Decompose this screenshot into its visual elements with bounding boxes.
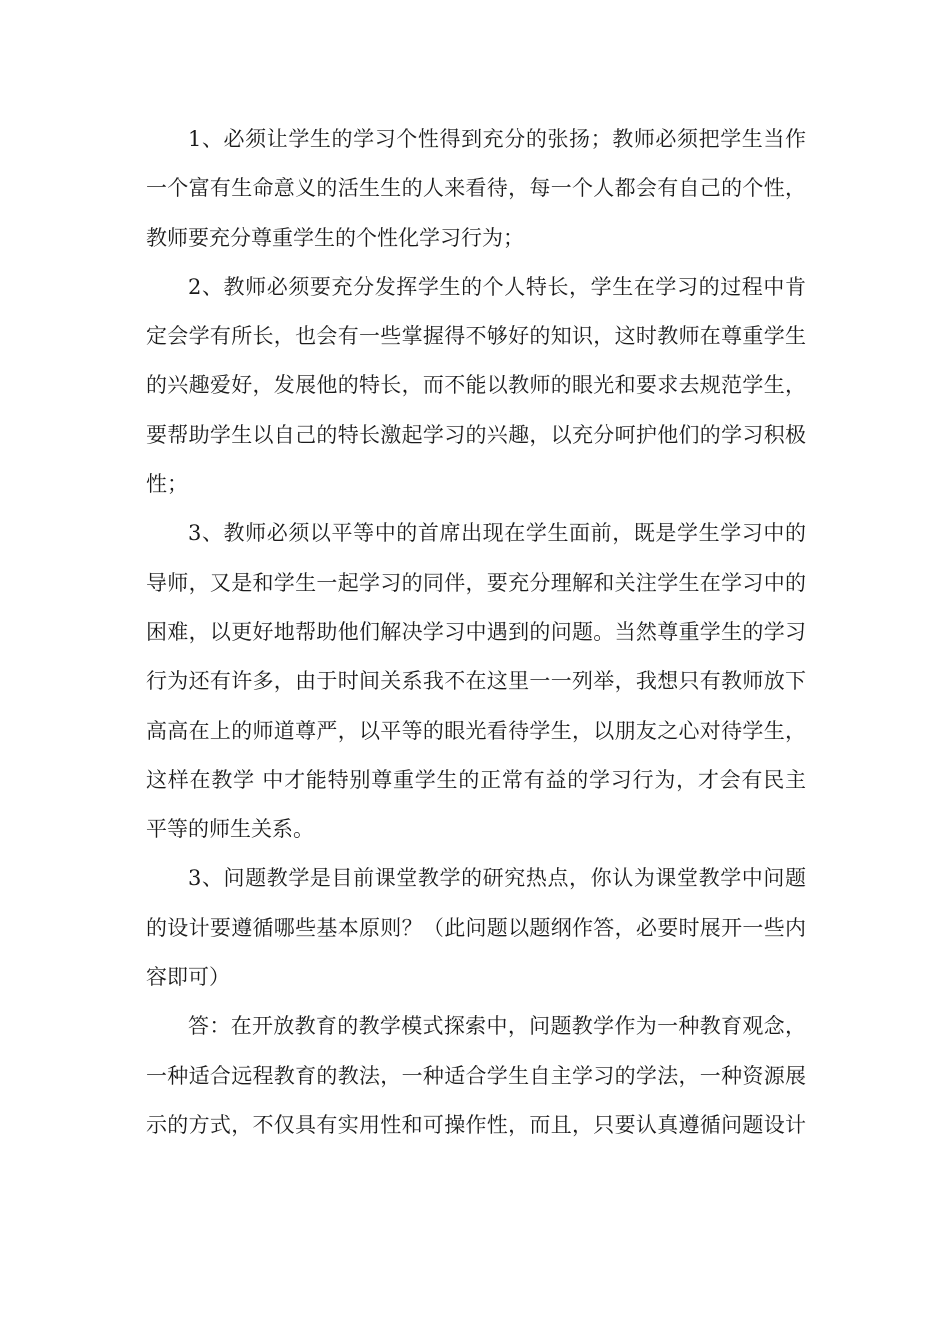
answer-line-3: 示的方式，不仅具有实用性和可操作性，而且，只要认真遵循问题设计 [146,1112,806,1137]
paragraph-2-line-5: 性； [146,472,188,497]
answer-line-2: 一种适合远程教育的教法，一种适合学生自主学习的学法，一种资源展 [146,1063,806,1088]
paragraph-1-line-3: 教师要充分尊重学生的个性化学习行为； [146,225,524,250]
paragraph-1-line-1: 1、必须让学生的学习个性得到充分的张扬；教师必须把学生当作 [188,127,806,151]
paragraph-3-line-7: 平等的师生关系。 [146,817,314,842]
paragraph-1-line-2: 一个富有生命意义的活生生的人来看待，每一个人都会有自己的个性， [146,176,806,201]
paragraph-3-line-4: 行为还有许多，由于时间关系我不在这里一一列举，我想只有教师放下 [146,669,806,694]
question-line-3: 容即可） [146,965,230,990]
paragraph-3-line-5: 高高在上的师道尊严，以平等的眼光看待学生，以朋友之心对待学生， [146,718,806,743]
question-line-2: 的设计要遵循哪些基本原则？（此问题以题纲作答，必要时展开一些内 [146,915,806,940]
paragraph-2-line-4: 要帮助学生以自己的特长激起学习的兴趣，以充分呵护他们的学习积极 [146,422,806,447]
paragraph-2-line-1: 2、教师必须要充分发挥学生的个人特长，学生在学习的过程中肯 [188,274,806,299]
answer-line-1: 答：在开放教育的教学模式探索中，问题教学作为一种教育观念， [188,1014,806,1039]
paragraph-2-line-3: 的兴趣爱好，发展他的特长，而不能以教师的眼光和要求去规范学生， [146,373,806,398]
paragraph-3-line-6: 这样在教学 中才能特别尊重学生的正常有益的学习行为，才会有民主 [146,767,806,792]
paragraph-3-line-1: 3、教师必须以平等中的首席出现在学生面前，既是学生学习中的 [188,521,806,546]
question-line-1: 3、问题教学是目前课堂教学的研究热点，你认为课堂教学中问题 [188,866,806,891]
document-body [146,115,806,1150]
paragraph-2-line-2: 定会学有所长，也会有一些掌握得不够好的知识，这时教师在尊重学生 [146,324,806,349]
paragraph-3-line-2: 导师，又是和学生一起学习的同伴，要充分理解和关注学生在学习中的 [146,570,806,595]
paragraph-3-line-3: 困难，以更好地帮助他们解决学习中遇到的问题。当然尊重学生的学习 [146,619,806,644]
